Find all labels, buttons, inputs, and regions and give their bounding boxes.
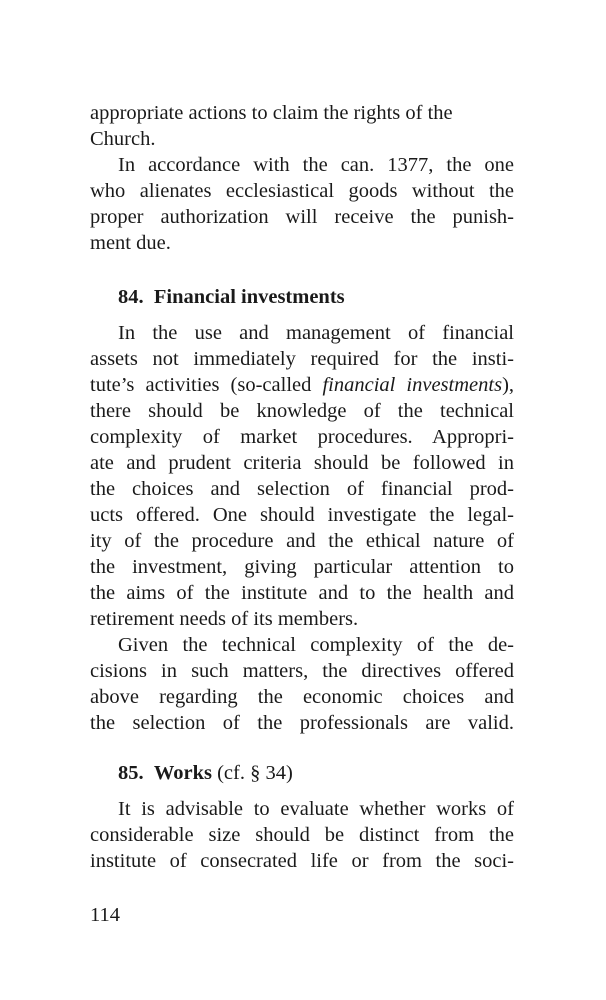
text-line: the selection of the professionals are valid. [90,712,514,734]
section-title: Financial investments [153,286,345,308]
text-line [90,372,514,398]
text-line: cisions in such matters, the directives offered [90,660,514,682]
section-number: 84. [118,286,144,308]
text-line: Given the technical complexity of the de- [118,634,514,656]
section-title: Works [153,762,212,784]
page-number: 114 [90,904,120,926]
text-line: proper authorization will receive the punish- [90,206,514,228]
text-line: institute of consecrated life or from the soci- [90,850,514,872]
text-line: In the use and management of financial [118,322,514,344]
text-line: the aims of the institute and to the health and [90,582,514,604]
text-line: ate and prudent criteria should be followed in [90,452,514,474]
section-number: 85. [118,762,144,784]
text-line: there should be knowledge of the technical [90,400,514,422]
text-segment: tute’s activities (so-called [90,374,323,396]
text-line: the investment, giving particular attention to [90,556,514,578]
cross-reference: (cf. § 34) [217,762,293,784]
text-line: complexity of market procedures. Appropri- [90,426,514,448]
text-segment: ), [502,374,515,396]
text-line: above regarding the economic choices and [90,686,514,708]
text-line: the choices and selection of financial prod- [90,478,514,500]
text-line: who alienates ecclesiastical goods without the [90,180,514,202]
text-line: In accordance with the can. 1377, the one [118,154,514,176]
text-line: It is advisable to evaluate whether works of [118,798,514,820]
text-line: ment due. [90,232,171,254]
italic-term: financial investments [322,374,503,396]
text-line: retirement needs of its members. [90,608,359,630]
section-heading-85 [118,760,514,786]
text-line: assets not immediately required for the insti- [90,348,514,370]
text-line: considerable size should be distinct from the [90,824,514,846]
text-line: ucts offered. One should investigate the legal- [90,504,514,526]
text-line: ity of the procedure and the ethical nature of [90,530,514,552]
text-line: appropriate actions to claim the rights of the [90,102,453,124]
text-line: Church. [90,128,156,150]
section-heading-84 [118,284,514,310]
